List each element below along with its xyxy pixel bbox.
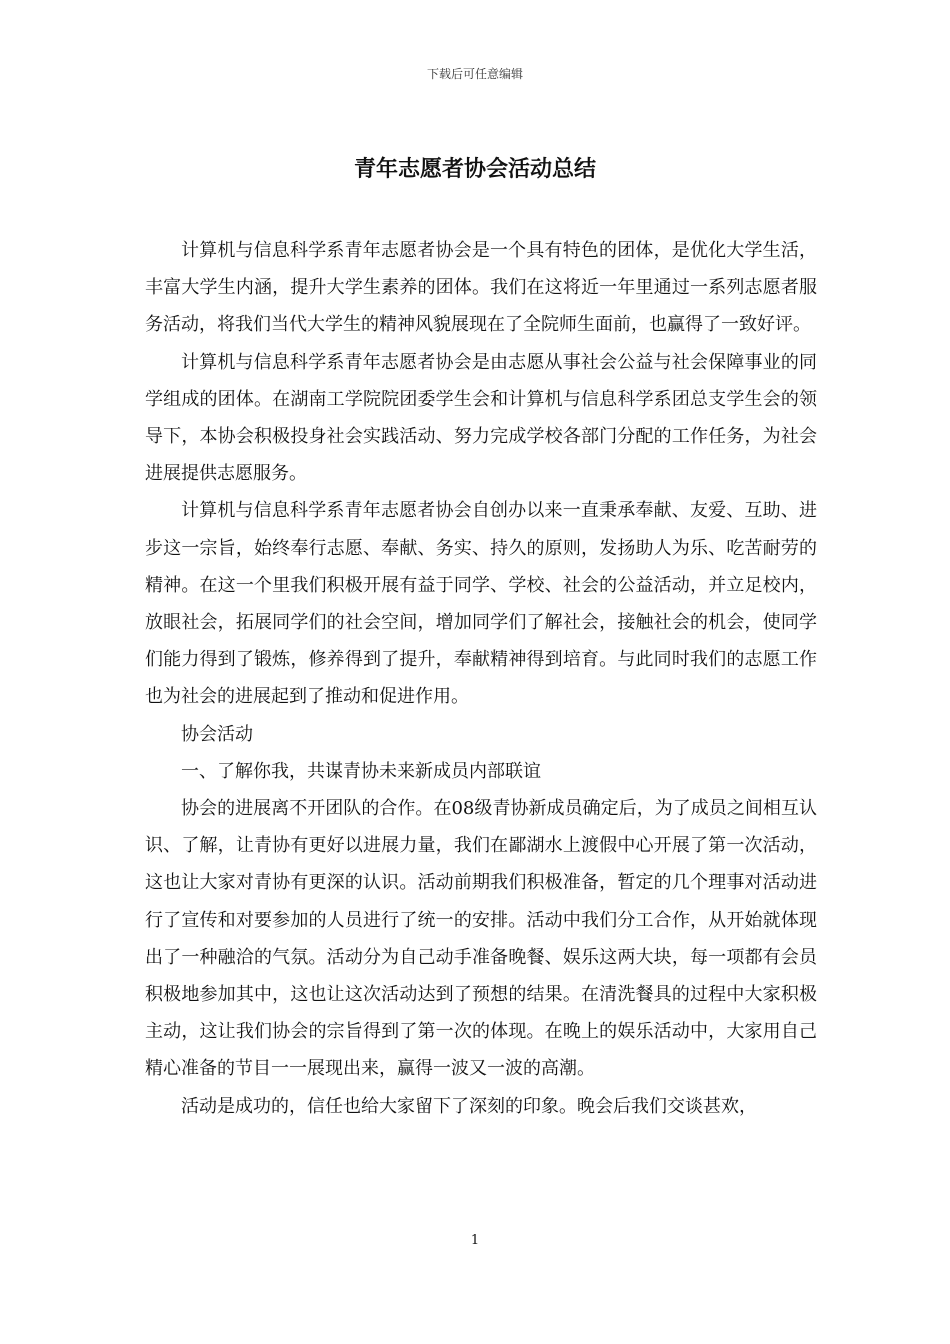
section-heading-activities: 协会活动: [181, 723, 253, 745]
paragraph-intro: 计算机与信息科学系青年志愿者协会是一个具有特色的团体，是优化大学生活，丰富大学生内涵，提升大学生素养的团体。我们在这将近一年里通过一系列志愿者服务活动，将我们当代大学生的精神风貌展现在了全院师生面前，也赢得了一致好评。: [145, 240, 817, 336]
paragraph-mission: 计算机与信息科学系青年志愿者协会自创办以来一直秉承奉献、友爱、互助、进步这一宗旨，始终奉行志愿、奉献、务实、持久的原则，发扬助人为乐、吃苦耐劳的精神。在这一个里我们积极开展有益于同学、学校、社会的公益活动，并立足校内，放眼社会，拓展同学们的社会空间，增加同学们了解社会，接触社会的机会，使同学们能力得到了锻炼，修养得到了提升，奉献精神得到培育。与此同时我们的志愿工作也为社会的进展起到了推动和促进作用。: [145, 500, 817, 708]
page-number: 1: [470, 1233, 480, 1248]
header-note: 下载后可任意编辑: [426, 67, 523, 81]
subsection-heading-1: 一、了解你我，共谋青协未来新成员内部联谊: [181, 760, 541, 782]
paragraph-composition: 计算机与信息科学系青年志愿者协会是由志愿从事社会公益与社会保障事业的同学组成的团体。在湖南工学院院团委学生会和计算机与信息科学系团总支学生会的领导下，本协会积极投身社会实践活动、努力完成学校各部门分配的工作任务，为社会进展提供志愿服务。: [145, 351, 817, 485]
paragraph-activity-1: 协会的进展离不开团队的合作。在08级青协新成员确定后，为了成员之间相互认识、了解，让青协有更好以进展力量，我们在鄙湖水上渡假中心开展了第一次活动，这也让大家对青协有更深的认识。活动前期我们积极准备，暂定的几个理事对活动进行了宣传和对要参加的人员进行了统一的安排。活动中我们分工合作，从开始就体现出了一种融洽的气氛。活动分为自己动手准备晚餐、娱乐这两大块，每一项都有会员积极地参加其中，这也让这次活动达到了预想的结果。在清洗餐具的过程中大家积极主动，这让我们协会的宗旨得到了第一次的体现。在晚上的娱乐活动中，大家用自己精心准备的节目一一展现出来，赢得一波又一波的高潮。: [145, 798, 817, 1080]
paragraph-activity-1-cont: 活动是成功的，信任也给大家留下了深刻的印象。晚会后我们交谈甚欢，: [181, 1095, 757, 1117]
document-body: [145, 232, 817, 1125]
page-title: 青年志愿者协会活动总结: [353, 156, 596, 182]
